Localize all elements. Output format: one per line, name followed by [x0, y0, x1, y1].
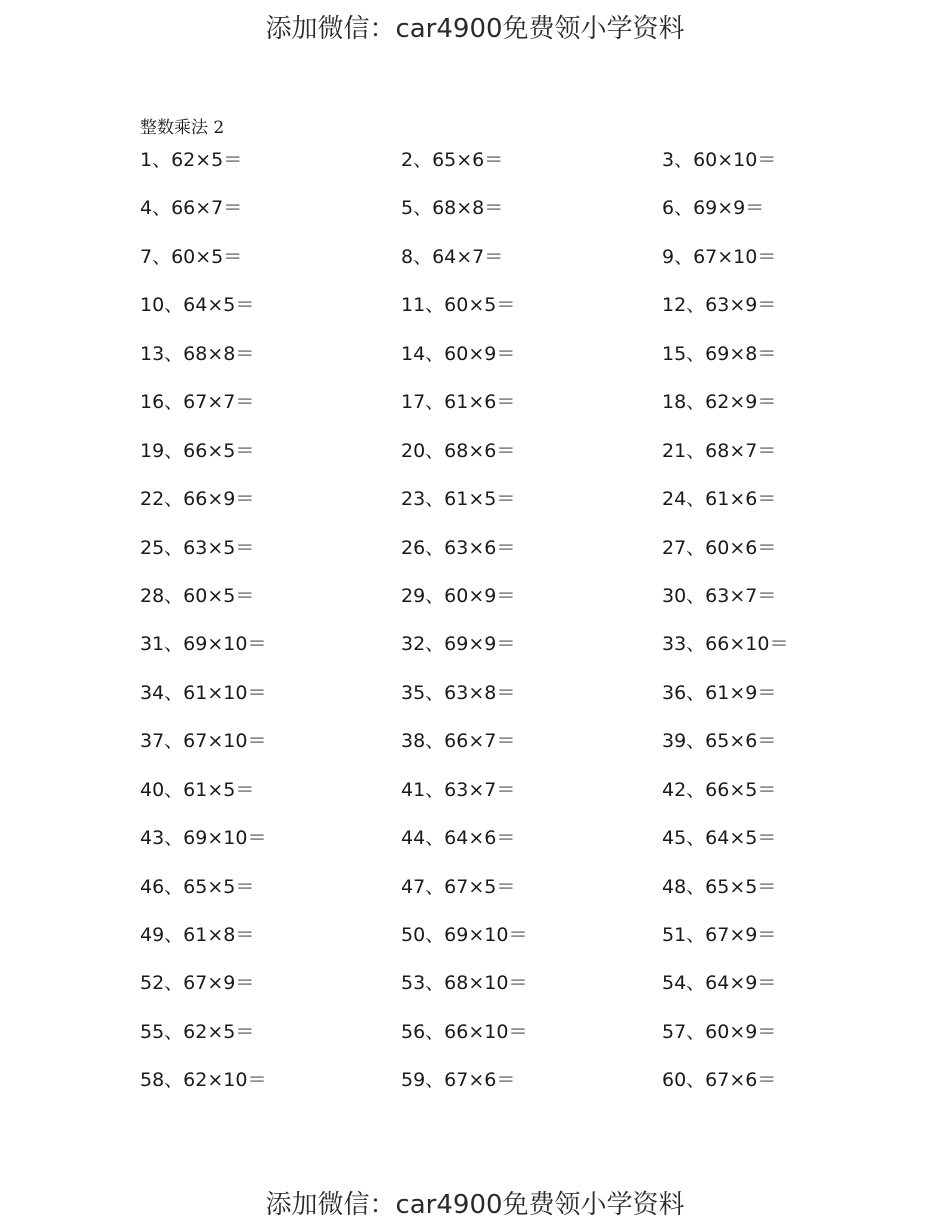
problem-item: 57、60×9＝: [662, 1020, 777, 1043]
problem-item: 32、69×9＝: [401, 633, 516, 656]
problem-item: 8、64×7＝: [401, 245, 504, 268]
problem-item: 38、66×7＝: [401, 730, 516, 753]
problem-item: 48、65×5＝: [662, 875, 777, 898]
problem-item: 51、67×9＝: [662, 924, 777, 946]
problem-item: 10、64×5＝: [140, 294, 255, 317]
problem-item: 23、61×5＝: [401, 488, 516, 511]
problem-item: 7、60×5＝: [140, 245, 243, 268]
problem-item: 36、61×9＝: [662, 681, 777, 704]
problem-item: 35、63×8＝: [401, 681, 516, 704]
page-title: 整数乘法 2: [140, 118, 225, 138]
problem-item: 29、60×9＝: [401, 584, 516, 607]
problem-grid: [140, 142, 920, 1111]
problem-item: 60、67×6＝: [662, 1069, 777, 1092]
problem-item: 33、66×10＝: [662, 633, 789, 656]
problem-item: 13、68×8＝: [140, 342, 255, 365]
problem-item: 28、60×5＝: [140, 584, 255, 607]
problem-item: 27、60×6＝: [662, 536, 777, 559]
problem-item: 43、69×10＝: [140, 827, 267, 850]
problem-item: 20、68×6＝: [401, 439, 516, 462]
problem-item: 25、63×5＝: [140, 536, 255, 559]
problem-item: 58、62×10＝: [140, 1069, 267, 1092]
problem-item: 4、66×7＝: [140, 197, 243, 220]
problem-item: 53、68×10＝: [401, 972, 528, 995]
problem-item: 59、67×6＝: [401, 1069, 516, 1092]
problem-item: 45、64×5＝: [662, 827, 777, 850]
problem-item: 6、69×9＝: [662, 197, 765, 220]
problem-item: 3、60×10＝: [662, 149, 777, 171]
problem-item: 16、67×7＝: [140, 391, 255, 414]
problem-item: 37、67×10＝: [140, 730, 267, 753]
problem-item: 55、62×5＝: [140, 1020, 255, 1043]
problem-item: 44、64×6＝: [401, 827, 516, 850]
problem-item: 31、69×10＝: [140, 633, 267, 656]
problem-item: 18、62×9＝: [662, 391, 777, 414]
problem-item: 56、66×10＝: [401, 1020, 528, 1043]
problem-item: 21、68×7＝: [662, 439, 777, 462]
problem-item: 15、69×8＝: [662, 342, 777, 365]
problem-item: 2、65×6＝: [401, 149, 504, 171]
problem-item: 11、60×5＝: [401, 294, 516, 317]
problem-item: 12、63×9＝: [662, 294, 777, 317]
problem-item: 34、61×10＝: [140, 681, 267, 704]
problem-item: 22、66×9＝: [140, 488, 255, 511]
problem-item: 52、67×9＝: [140, 972, 255, 995]
problem-item: 49、61×8＝: [140, 924, 255, 946]
problem-item: 9、67×10＝: [662, 245, 777, 268]
watermark-overlap-bottom: [278, 1172, 678, 1184]
problem-item: 26、63×6＝: [401, 536, 516, 559]
problem-item: 17、61×6＝: [401, 391, 516, 414]
watermark-top: 添加微信：car4900免费领小学资料: [265, 14, 685, 44]
problem-item: 19、66×5＝: [140, 439, 255, 462]
problem-item: 40、61×5＝: [140, 778, 255, 801]
watermark-bottom: 添加微信：car4900免费领小学资料: [265, 1190, 685, 1220]
problem-item: 5、68×8＝: [401, 197, 504, 220]
problem-item: 30、63×7＝: [662, 584, 777, 607]
problem-item: 54、64×9＝: [662, 972, 777, 995]
problem-item: 46、65×5＝: [140, 875, 255, 898]
problem-item: 41、63×7＝: [401, 778, 516, 801]
problem-item: 1、62×5＝: [140, 149, 243, 171]
problem-item: 42、66×5＝: [662, 778, 777, 801]
problem-item: 50、69×10＝: [401, 924, 528, 946]
problem-item: 47、67×5＝: [401, 875, 516, 898]
problem-item: 24、61×6＝: [662, 488, 777, 511]
watermark-overlap-top: [278, 43, 678, 55]
problem-item: 39、65×6＝: [662, 730, 777, 753]
problem-item: 14、60×9＝: [401, 342, 516, 365]
